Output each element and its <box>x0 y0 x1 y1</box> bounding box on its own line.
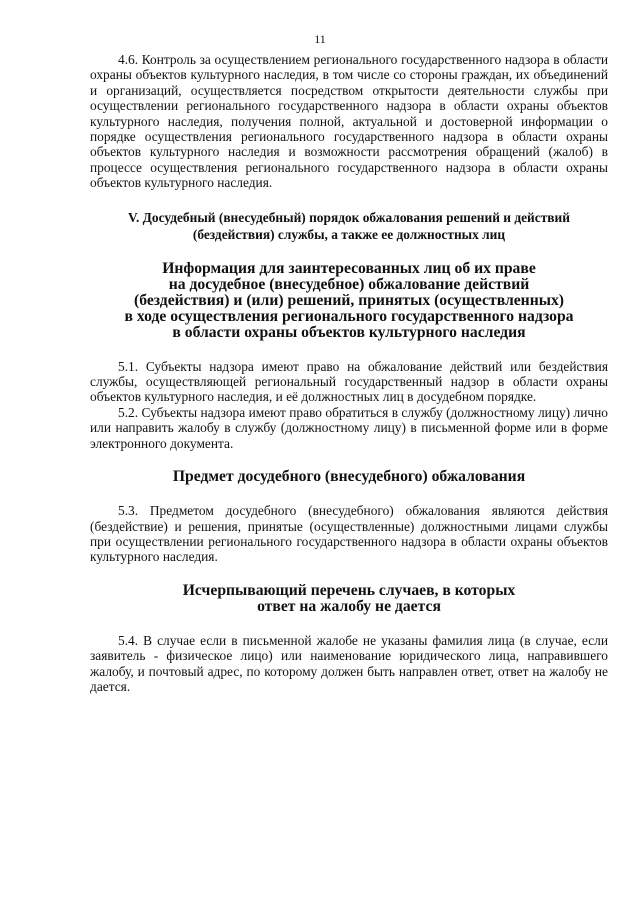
info-heading <box>90 261 608 341</box>
info-heading-line-2: на досудебное (внесудебное) обжалование действий <box>168 275 530 293</box>
section-v-heading <box>90 209 608 243</box>
exhaustive-list-heading-line-1: Исчерпывающий перечень случаев, в которых <box>182 581 516 599</box>
info-heading-line-4: в ходе осуществления регионального государственного надзора <box>124 307 574 325</box>
section-v-heading-line-2: (бездействия) службы, а также ее должностных лиц <box>192 226 506 242</box>
paragraph-4-6: 4.6. Контроль за осуществлением регионального государственного надзора в области охраны объектов культурного наследия, в том числе со стороны граждан, их объединений и организаций, осуществляется посредством открытости деятельности службы при осуществлении регионального государственного надзора в области охраны объектов культурного наследия, получения полной, актуальной и достоверной информации о порядке осуществления регионального государственного надзора в области охраны объектов культурного наследия и возможности рассмотрения обращений (жалоб) в процессе осуществления регионального государственного надзора в области охраны объектов культурного наследия. <box>90 52 608 191</box>
paragraph-5-3: 5.3. Предметом досудебного (внесудебного) обжалования являются действия (бездействие) и решения, принятые (осуществленные) должностными лицами службы при осуществлении регионального государственного надзора в области охраны объектов культурного наследия. <box>90 503 608 565</box>
paragraph-5-1: 5.1. Субъекты надзора имеют право на обжалование действий или бездействия службы, осуществляющей региональный государственный надзор в области охраны объектов культурного наследия, и её должностных лиц в досудебном порядке. <box>90 358 608 405</box>
paragraph-5-4: 5.4. В случае если в письменной жалобе не указаны фамилия лица (в случае, если заявитель - физическое лицо) или наименование юридического лица, направившего жалобу, и почтовый адрес, по которому должен быть направлен ответ, ответ на жалобу не дается. <box>90 632 608 694</box>
exhaustive-list-heading-line-2: ответ на жалобу не дается <box>257 597 441 615</box>
document-body <box>90 52 608 694</box>
info-heading-line-3: (бездействия) и (или) решений, принятых (осуществленных) <box>133 291 564 309</box>
info-heading-line-1: Информация для заинтересованных лиц об их праве <box>162 259 536 277</box>
subject-heading: Предмет досудебного (внесудебного) обжалования <box>172 468 526 486</box>
exhaustive-list-heading <box>90 583 608 615</box>
info-heading-line-5: в области охраны объектов культурного наследия <box>172 323 526 341</box>
section-v-heading-line-1: V. Досудебный (внесудебный) порядок обжалования решений и действий <box>128 209 570 225</box>
page-number: 11 <box>314 32 326 46</box>
paragraph-5-2: 5.2. Субъекты надзора имеют право обратиться в службу (должностному лицу) лично или направить жалобу в службу (должностному лицу) в письменной форме или в форме электронного документа. <box>90 404 608 451</box>
